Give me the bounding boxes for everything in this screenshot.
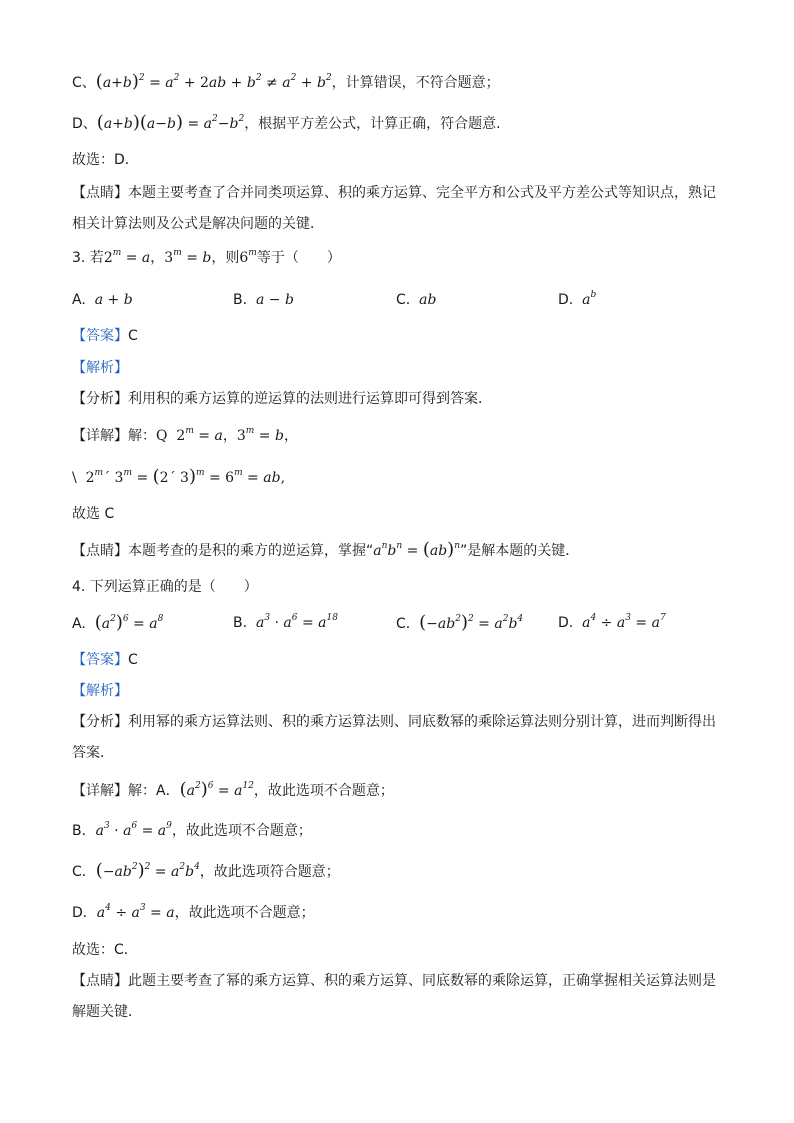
q4-fenxi-line1: 【分析】利用幂的乘方运算法则、积的乘方运算法则、同底数幂的乘除运算法则分别计算，进而判断得出 xyxy=(72,714,716,730)
q3-answer: 【答案】C xyxy=(72,328,138,344)
q4-option-a: A. $(a^2)^6 = a^8$ xyxy=(72,612,164,633)
q3-dianjing: 【点睛】本题考查的是积的乘方的逆运算，掌握“$a^nb^n = (ab)^n$”是解本题的关键． xyxy=(72,539,580,560)
formula-d: $(a+b)(a-b) = a^2-b^2$ xyxy=(96,112,245,133)
dianjing-2-line2: 相关计算法则及公式是解决问题的关键． xyxy=(72,216,324,232)
analysis-line-c: C、$(a+b)^2 = a^2 + 2ab + b^2 \ne a^2 + b^2$，计算错误，不符合题意； xyxy=(72,71,500,92)
q4-answer: 【答案】C xyxy=(72,652,138,668)
analysis-line-d: D、$(a+b)(a-b) = a^2-b^2$，根据平方差公式，计算正确，符合题意． xyxy=(72,112,511,133)
q4-option-c: C. $(-ab^2)^2 = a^2b^4$ xyxy=(396,612,524,633)
q3-stem: 3. 若$2^m = a$，$3^m = b$，则6$^m$等于（ ） xyxy=(72,248,341,266)
q4-dianjing-line1: 【点睛】此题主要考查了幂的乘方运算、积的乘方运算、同底数幂的乘除运算，正确掌握相关运算法则是 xyxy=(72,973,716,989)
q3-fenxi: 【分析】利用积的乘方运算的逆运算的法则进行运算即可得到答案． xyxy=(72,391,492,407)
q4-xiangjie-a: 【详解】解：A．$(a^2)^6 = a^{12}$，故此选项不合题意； xyxy=(72,779,394,800)
q3-derivation: \ 2$^m$´ $3^m$ = (2´ $3)^m = 6^m$ = ab, xyxy=(72,466,286,487)
q3-option-d: D. $a^b$ xyxy=(558,290,597,308)
q3-option-a: A. a + b xyxy=(72,292,133,308)
q3-analysis-tag: 【解析】 xyxy=(72,360,128,376)
q4-dianjing-line2: 解题关键． xyxy=(72,1004,142,1020)
q3-option-c: C. ab xyxy=(396,292,437,308)
q3-xiangjie: 【详解】解：Q $2^m = a$，$3^m = b$， xyxy=(72,426,298,444)
q4-analysis-tag: 【解析】 xyxy=(72,683,128,699)
q4-option-b: B. $a^3 \cdot a^6 = a^{18}$ xyxy=(233,613,338,631)
q3-choose: 故选 C xyxy=(72,506,115,522)
q3-option-b: B. a − b xyxy=(233,292,294,308)
dianjing-2-line1: 【点睛】本题主要考查了合并同类项运算、积的乘方运算、完全平方和公式及平方差公式等知识点，熟记 xyxy=(72,185,716,201)
q4-xiangjie-c: C．$(-ab^2)^2 = a^2b^4$，故此选项符合题意； xyxy=(72,860,340,881)
q4-xiangjie-d: D．$a^4 \div a^3 = a$，故此选项不合题意； xyxy=(72,903,315,921)
q4-choose: 故选：C． xyxy=(72,942,138,958)
q4-fenxi-line2: 答案． xyxy=(72,745,114,761)
q4-xiangjie-b: B．$a^3 \cdot a^6 = a^9$，故此选项不合题意； xyxy=(72,821,312,839)
q4-option-d: D. $a^4 \div a^3 = a^7$ xyxy=(558,613,666,631)
answer-choice-2: 故选：D． xyxy=(72,152,139,168)
q4-stem: 4. 下列运算正确的是（ ） xyxy=(72,579,258,595)
formula-c: $(a+b)^2 = a^2 + 2ab + b^2 \ne a^2 + b^2$ xyxy=(95,71,332,92)
